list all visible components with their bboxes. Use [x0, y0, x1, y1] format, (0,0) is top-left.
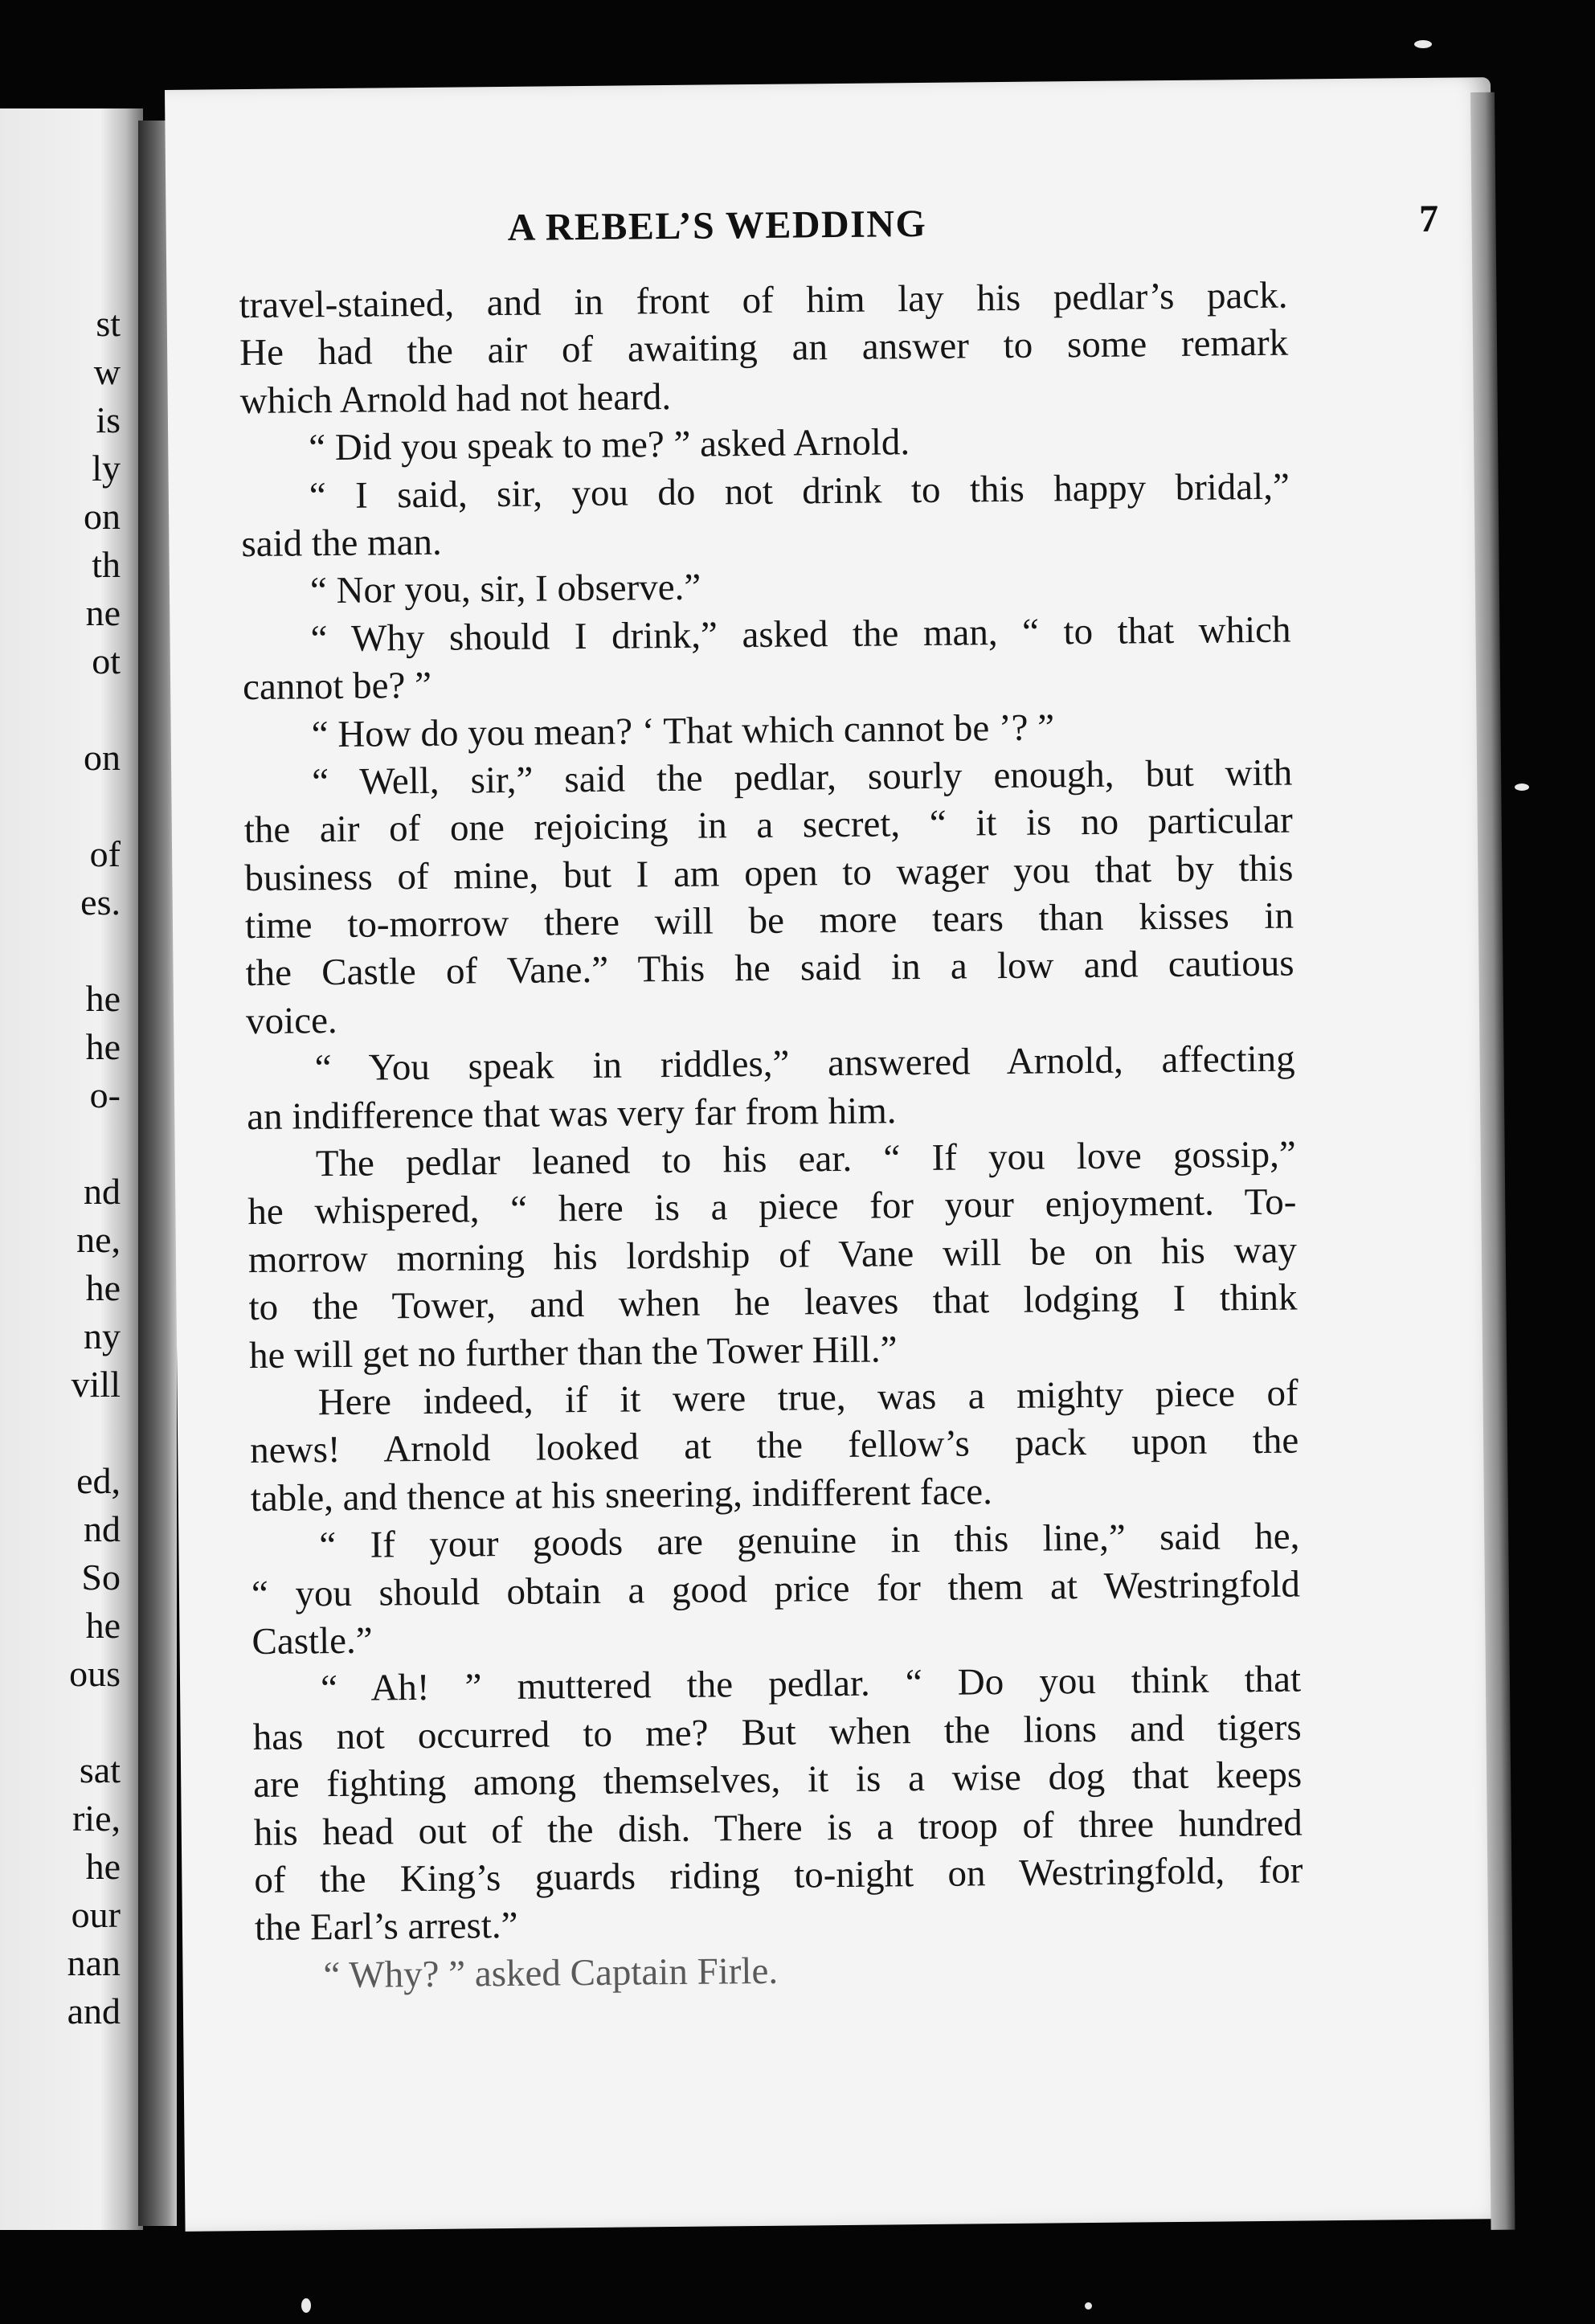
left-page-fragment: ed,: [76, 1460, 121, 1501]
page-number: 7: [1418, 197, 1440, 241]
text-line: Castle.”: [252, 1619, 373, 1663]
text-line: “ Ah! ” muttered the pedlar. “ Do you think that: [320, 1658, 1302, 1710]
left-page-fragment: vill: [71, 1364, 121, 1405]
text-line: “ You speak in riddles,” answered Arnold, affecting: [314, 1037, 1295, 1090]
text-line: which Arnold had not heard.: [239, 375, 672, 422]
left-page-fragment: he: [85, 1846, 121, 1887]
left-page-fragment: o-: [89, 1074, 121, 1115]
left-page-fragment: of: [89, 833, 121, 874]
left-page-fragment: So: [81, 1557, 121, 1598]
text-line: “ Why should I drink,” asked the man, “ to that which: [310, 608, 1291, 661]
text-line: “ Why? ” asked Captain Firle.: [323, 1950, 779, 1996]
left-page-fragment: sat: [79, 1749, 121, 1790]
dust-speck: [301, 2298, 311, 2313]
text-line: He had the air of awaiting an answer to some remark: [239, 321, 1289, 374]
text-line: he whispered, “ here is a piece for your enjoyment. To-: [247, 1180, 1297, 1234]
left-page-fragment: ly: [92, 448, 121, 489]
left-page-fragment: is: [96, 399, 121, 440]
text-line: are fighting among themselves, it is a wise dog that keeps: [253, 1753, 1303, 1806]
text-line: “ Did you speak to me? ” asked Arnold.: [309, 421, 910, 469]
left-page-fragment: ot: [92, 640, 121, 681]
text-line: his head out of the dish. There is a troop of three hundred: [253, 1802, 1303, 1854]
left-page-fragment: on: [84, 737, 121, 778]
text-line: said the man.: [241, 521, 442, 566]
text-line: morrow morning his lordship of Vane will be on his way: [247, 1229, 1298, 1281]
left-page-fragment: nd: [84, 1508, 121, 1549]
left-page-fragment: nan: [67, 1942, 121, 1983]
left-page-fragment: he: [85, 978, 121, 1019]
running-head: [507, 196, 1471, 250]
text-line: voice.: [245, 999, 337, 1042]
text-line: has not occurred to me? But when the lions and tigers: [252, 1706, 1302, 1758]
left-page-fragment: ne: [85, 592, 121, 633]
left-page-fragment: w: [93, 351, 121, 392]
text-line: he will get no further than the Tower Hill.”: [248, 1328, 898, 1377]
text-line: “ Well, sir,” said the pedlar, sourly enough, but with: [312, 751, 1293, 804]
text-line: Here indeed, if it were true, was a mighty piece of: [317, 1372, 1298, 1424]
text-line: “ Nor you, sir, I observe.”: [309, 566, 701, 612]
text-line: time to-morrow there will be more tears than kisses in: [244, 894, 1294, 947]
left-page-fragment: rie,: [72, 1798, 121, 1839]
text-line: of the King’s guards riding to-night on Westringfold, for: [254, 1849, 1303, 1901]
left-page-fragment: st: [96, 303, 121, 344]
text-line: the Earl’s arrest.”: [254, 1905, 518, 1950]
text-line: “ If your goods are genuine in this line,” said he,: [319, 1515, 1300, 1567]
text-line: “ I said, sir, you do not drink to this happy bridal,”: [309, 465, 1290, 517]
left-facing-page: [0, 108, 143, 2230]
left-page-fragment: on: [84, 496, 121, 537]
left-page-fragment: es.: [80, 882, 121, 923]
text-line: table, and thence at his sneering, indifferent face.: [250, 1470, 993, 1520]
text-line: the Castle of Vane.” This he said in a low and cautious: [245, 943, 1294, 995]
left-page-fragment: ne,: [76, 1219, 121, 1260]
left-page-fragment: he: [85, 1605, 121, 1646]
left-page-fragment: nd: [84, 1171, 121, 1212]
text-line: “ How do you mean? ‘ That which cannot be ’? ”: [311, 706, 1055, 755]
running-head-title: A REBEL’S WEDDING: [507, 202, 927, 249]
text-line: news! Arnold looked at the fellow’s pack upon the: [250, 1419, 1299, 1472]
book-page: [165, 77, 1511, 2232]
left-page-fragment: he: [85, 1267, 121, 1308]
left-page-fragment: and: [67, 1991, 121, 2031]
dust-speck: [1085, 2302, 1092, 2310]
text-line: travel-stained, and in front of him lay his pedlar’s pack.: [239, 274, 1288, 327]
text-line: “ you should obtain a good price for them at Westringfold: [251, 1563, 1301, 1615]
text-line: business of mine, but I am open to wager you that by this: [244, 847, 1294, 899]
left-page-fragment: our: [71, 1894, 121, 1935]
dust-speck: [1414, 40, 1432, 48]
left-page-fragment: ny: [84, 1315, 121, 1356]
text-line: cannot be? ”: [242, 664, 432, 709]
text-line: to the Tower, and when he leaves that lodging I think: [248, 1276, 1298, 1329]
text-line: the air of one rejoicing in a secret, “ it is no particular: [243, 799, 1294, 852]
left-page-fragment: th: [92, 544, 121, 585]
text-line: The pedlar leaned to his ear. “ If you love gossip,”: [315, 1133, 1297, 1185]
text-line: an indifference that was very far from him.: [247, 1089, 897, 1138]
dust-speck: [1515, 784, 1529, 791]
body-text: [239, 272, 1303, 2000]
left-page-fragment: he: [85, 1026, 121, 1067]
left-page-fragment: ous: [69, 1653, 121, 1694]
